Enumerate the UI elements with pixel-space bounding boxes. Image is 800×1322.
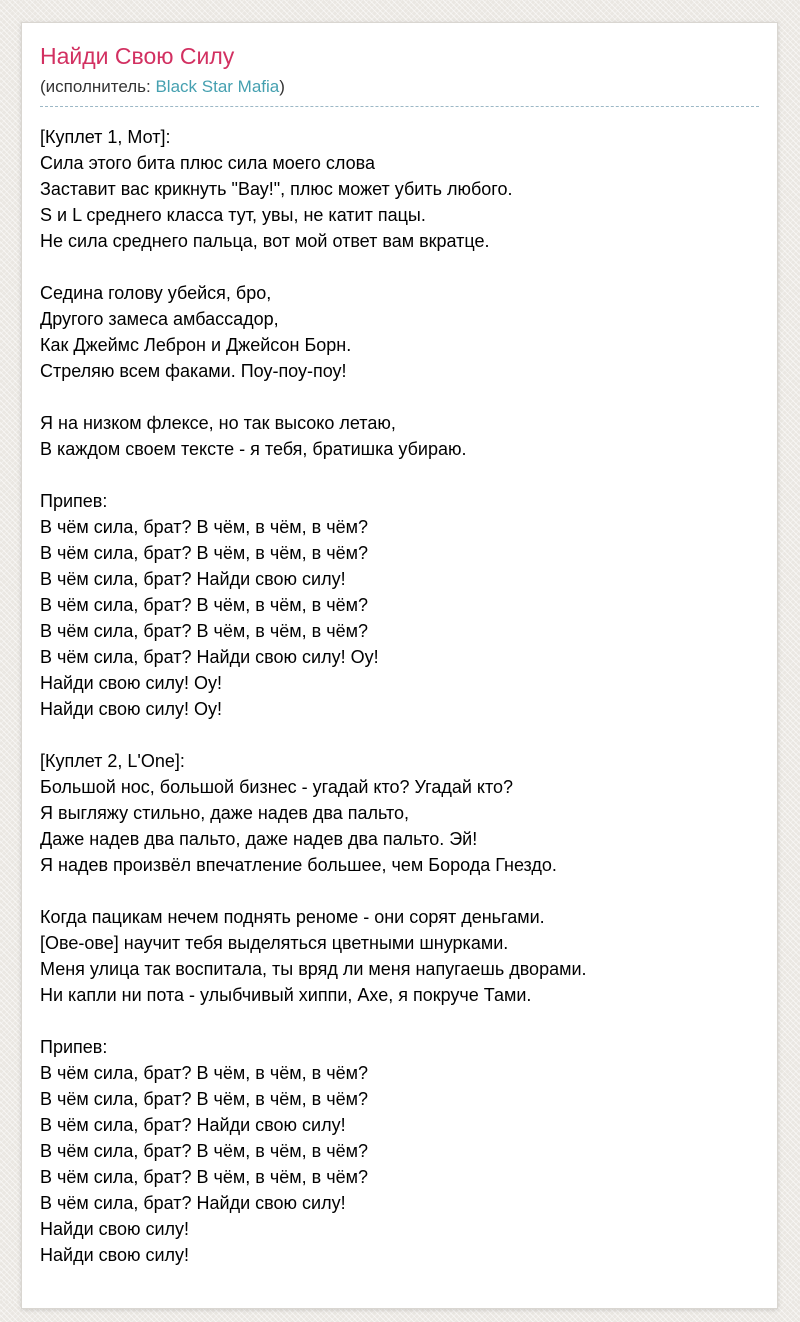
- lyric-line: В чём сила, брат? Найди свою силу!: [40, 568, 346, 589]
- lyric-line: Стреляю всем факами. Поу-поу-поу!: [40, 360, 347, 381]
- artist-link[interactable]: Black Star Mafia: [155, 76, 280, 96]
- lyric-line: Я выгляжу стильно, даже надев два пальто,: [40, 802, 410, 823]
- lyrics-card: [21, 22, 778, 1309]
- lyric-line: В чём сила, брат? В чём, в чём, в чём?: [40, 1062, 368, 1083]
- lyric-line: Заставит вас крикнуть "Вау!", плюс может убить любого.: [40, 178, 513, 199]
- lyric-line: Ни капли ни пота - улыбчивый хиппи, Ахе, я покруче Тами.: [40, 984, 532, 1005]
- lyric-line: В чём сила, брат? Найди свою силу!: [40, 1114, 346, 1135]
- lyric-line: В чём сила, брат? В чём, в чём, в чём?: [40, 594, 368, 615]
- lyric-line: В чём сила, брат? Найди свою силу!: [40, 1192, 346, 1213]
- lyric-line: В чём сила, брат? В чём, в чём, в чём?: [40, 620, 368, 641]
- lyric-line: Не сила среднего пальца, вот мой ответ вам вкратце.: [40, 230, 490, 251]
- lyric-line: Другого замеса амбассадор,: [40, 308, 279, 329]
- lyric-line: Сила этого бита плюс сила моего слова: [40, 152, 375, 173]
- lyric-line: В чём сила, брат? В чём, в чём, в чём?: [40, 516, 368, 537]
- artist-line: [40, 77, 759, 107]
- lyric-line: Даже надев два пальто, даже надев два пальто. Эй!: [40, 828, 478, 849]
- lyric-line: Я надев произвёл впечатление большее, чем Борода Гнездо.: [40, 854, 557, 875]
- lyric-line: Как Джеймс Леброн и Джейсон Борн.: [40, 334, 352, 355]
- lyric-line: Найди свою силу!: [40, 1244, 190, 1265]
- lyric-line: Припев:: [40, 1036, 108, 1057]
- lyric-line: [40, 722, 759, 748]
- lyric-line: В чём сила, брат? В чём, в чём, в чём?: [40, 1140, 368, 1161]
- page-title: Найди Свою Силу: [40, 43, 235, 69]
- lyric-line: [Куплет 1, Мот]:: [40, 126, 171, 147]
- lyric-line: В каждом своем тексте - я тебя, братишка убираю.: [40, 438, 467, 459]
- lyric-line: Я на низком флексе, но так высоко летаю,: [40, 412, 396, 433]
- lyric-line: [40, 462, 759, 488]
- artist-line-close: ): [279, 76, 285, 96]
- lyric-line: Найди свою силу!: [40, 1218, 190, 1239]
- lyric-line: Большой нос, большой бизнес - угадай кто? Угадай кто?: [40, 776, 514, 797]
- lyric-line: В чём сила, брат? В чём, в чём, в чём?: [40, 542, 368, 563]
- lyric-line: [Ове-ове] научит тебя выделяться цветными шнурками.: [40, 932, 509, 953]
- lyric-line: В чём сила, брат? В чём, в чём, в чём?: [40, 1166, 368, 1187]
- lyric-line: В чём сила, брат? Найди свою силу! Оу!: [40, 646, 379, 667]
- lyric-line: Седина голову убейся, бро,: [40, 282, 272, 303]
- lyric-line: Когда пацикам нечем поднять реноме - они сорят деньгами.: [40, 906, 545, 927]
- lyric-line: S и L среднего класса тут, увы, не катит пацы.: [40, 204, 426, 225]
- lyrics-text: [40, 124, 759, 1268]
- lyric-line: [40, 878, 759, 904]
- lyric-line: Припев:: [40, 490, 108, 511]
- lyric-line: В чём сила, брат? В чём, в чём, в чём?: [40, 1088, 368, 1109]
- artist-label: (исполнитель:: [40, 76, 156, 96]
- lyric-line: [40, 1008, 759, 1034]
- lyric-line: Найди свою силу! Оу!: [40, 698, 223, 719]
- lyric-line: [40, 384, 759, 410]
- lyric-line: [40, 254, 759, 280]
- lyric-line: [Куплет 2, L'One]:: [40, 750, 185, 771]
- lyric-line: Найди свою силу! Оу!: [40, 672, 223, 693]
- lyric-line: Меня улица так воспитала, ты вряд ли меня напугаешь дворами.: [40, 958, 587, 979]
